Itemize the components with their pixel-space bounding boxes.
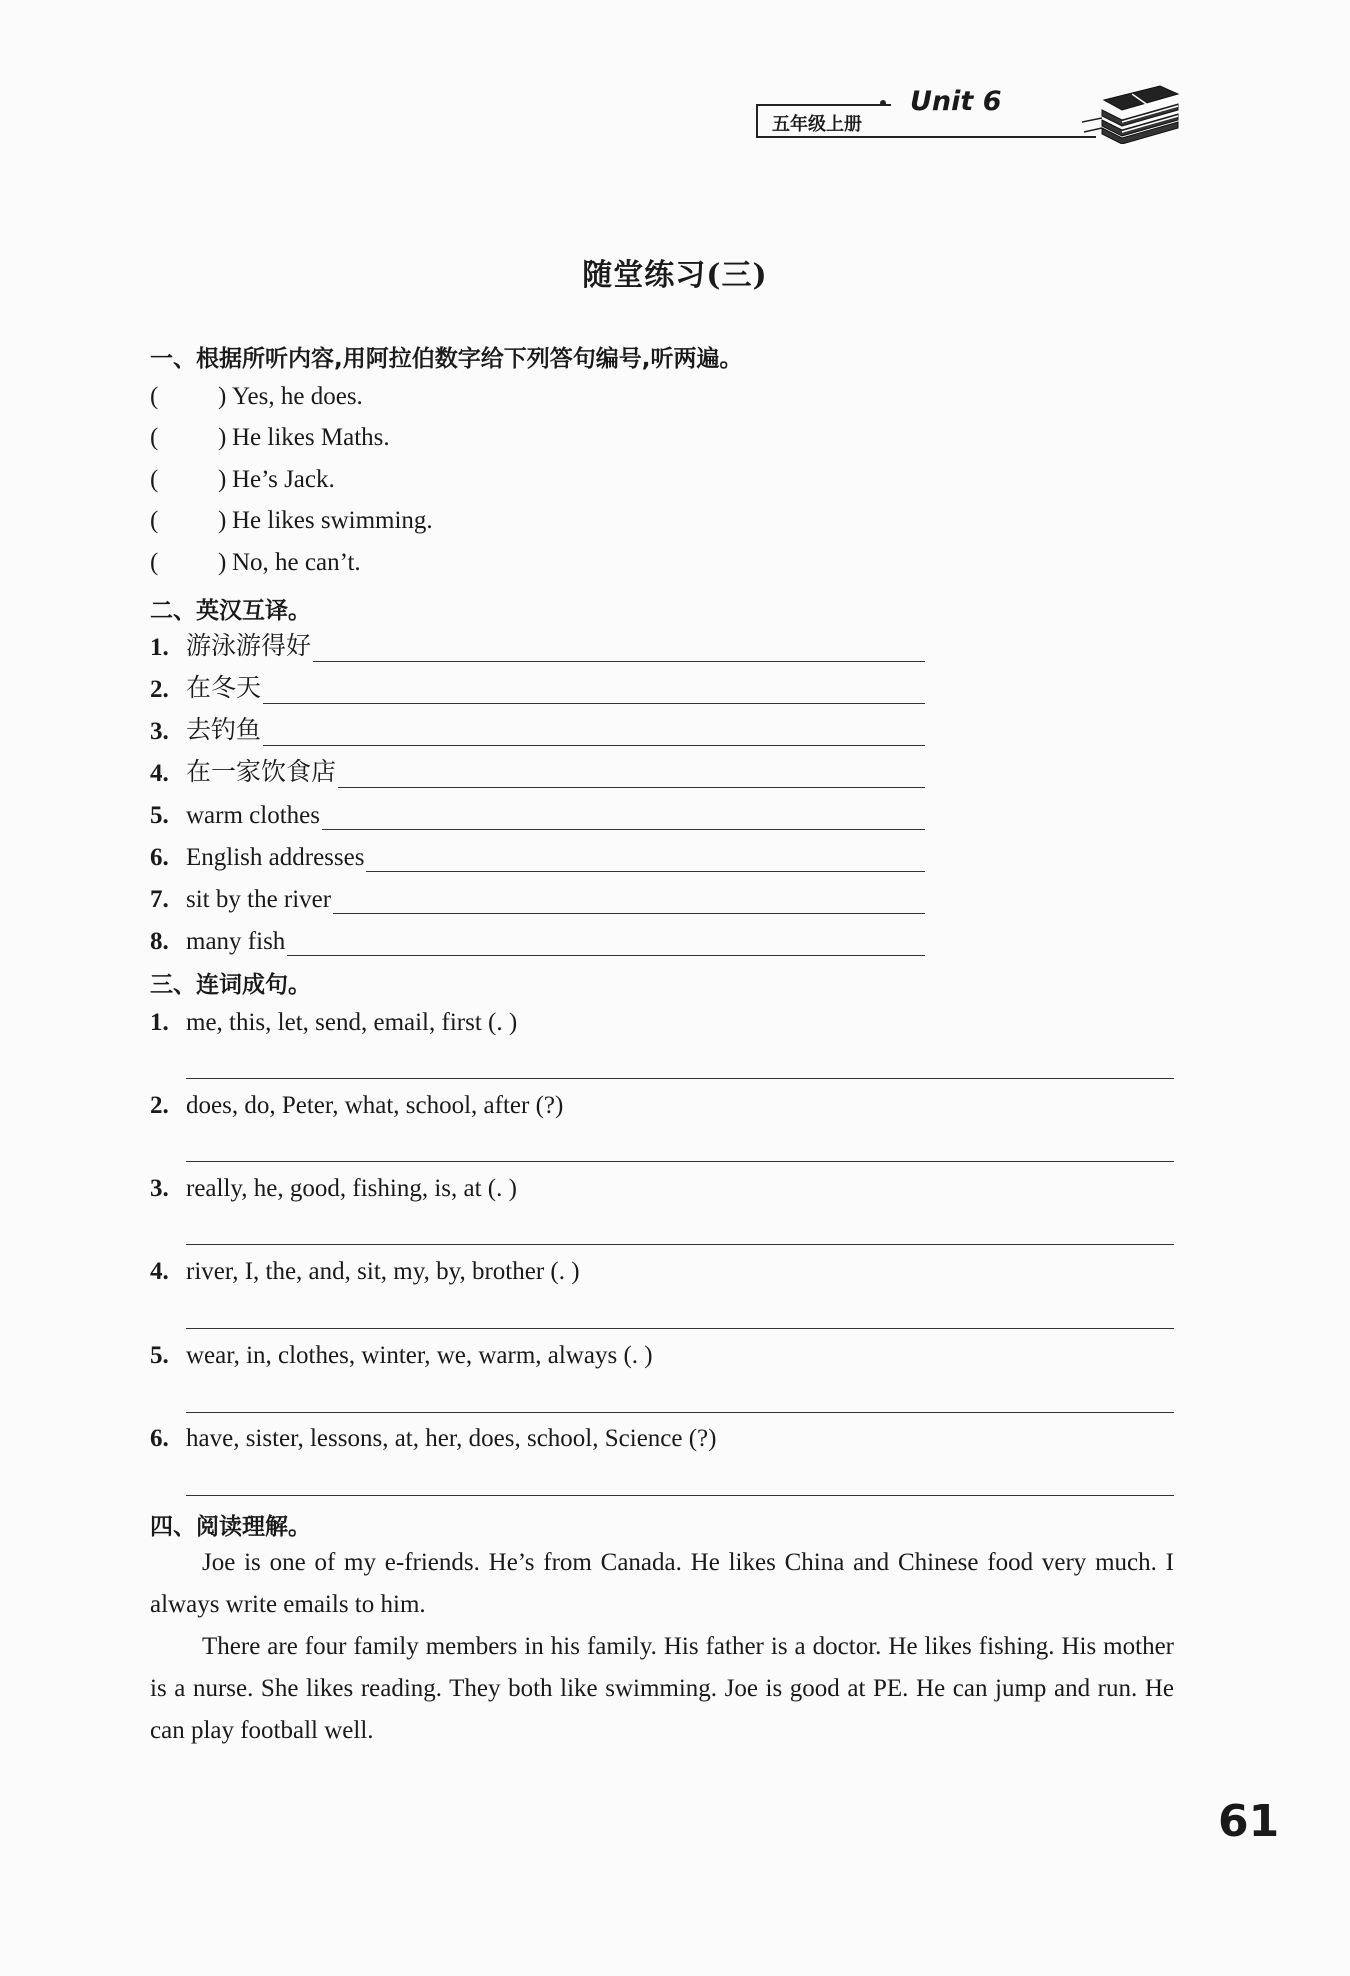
translation-row: 2. 在冬天 [150,672,925,704]
answer-line[interactable] [186,1161,1174,1162]
reorder-item: 6. have, sister, lessons, at, her, does, school, Science (?) [150,1425,717,1452]
translation-row: 7. sit by the river [150,882,925,914]
header-rule [756,136,1096,138]
page-title: 随堂练习(三) [582,258,768,293]
translation-row: 3. 去钓鱼 [150,714,925,746]
section1-item: ( ) He likes swimming. [150,507,433,534]
answer-blank[interactable] [287,930,925,956]
answer-blank[interactable] [338,762,925,788]
answer-blank[interactable] [333,888,925,914]
translation-row: 5. warm clothes [150,798,925,830]
answer-blank[interactable] [313,636,925,662]
translation-row: 1. 游泳游得好 [150,630,925,662]
answer-line[interactable] [186,1412,1174,1413]
translation-row: 8. many fish [150,924,925,956]
answer-line[interactable] [186,1244,1174,1245]
answer-blank[interactable] [366,846,925,872]
section3-heading: 三、连词成句。 [150,972,311,998]
translation-row: 4. 在一家饮食店 [150,756,925,788]
reorder-item: 2. does, do, Peter, what, school, after (?) [150,1092,564,1119]
section1-heading: 一、根据所听内容,用阿拉伯数字给下列答句编号,听两遍。 [150,346,743,372]
unit-title: Unit 6 [910,86,1002,117]
passage-paragraph: There are four family members in his family. His father is a doctor. He likes fishing. His mother is a nurse. She likes reading. They both like swimming. Joe is good at PE. He can jump and run. He can play football well. [150,1633,1174,1744]
section2-heading: 二、英汉互译。 [150,598,311,624]
section1-item: ( ) He likes Maths. [150,424,390,451]
answer-line[interactable] [186,1328,1174,1329]
answer-blank[interactable]: ( ) [150,466,227,493]
books-icon [1082,82,1182,144]
grade-label: 五年级上册 [772,114,862,135]
reorder-item: 5. wear, in, clothes, winter, we, warm, always (. ) [150,1342,653,1369]
reorder-item: 1. me, this, let, send, email, first (. ) [150,1009,518,1036]
page-header [752,82,1182,144]
header-dot [880,100,886,106]
answer-line[interactable] [186,1495,1174,1496]
answer-blank[interactable]: ( ) [150,549,227,576]
translation-row: 6. English addresses [150,840,925,872]
passage-paragraph: Joe is one of my e-friends. He’s from Canada. He likes China and Chinese food very much. I always write emails to him. [150,1549,1174,1618]
answer-blank[interactable] [322,804,925,830]
grade-box [756,104,891,136]
answer-blank[interactable]: ( ) [150,424,227,451]
section1-item: ( ) Yes, he does. [150,383,363,410]
answer-blank[interactable] [263,720,925,746]
answer-blank[interactable]: ( ) [150,383,227,410]
section1-item: ( ) No, he can’t. [150,549,361,576]
reorder-item: 3. really, he, good, fishing, is, at (. ) [150,1175,517,1202]
answer-blank[interactable] [263,678,925,704]
answer-blank[interactable]: ( ) [150,507,227,534]
reorder-item: 4. river, I, the, and, sit, my, by, brother (. ) [150,1258,580,1285]
answer-line[interactable] [186,1078,1174,1079]
reading-passage [150,1542,1174,1752]
section4-heading: 四、阅读理解。 [150,1514,311,1540]
page-number: 61 [1218,1796,1280,1847]
section1-item: ( ) He’s Jack. [150,466,335,493]
